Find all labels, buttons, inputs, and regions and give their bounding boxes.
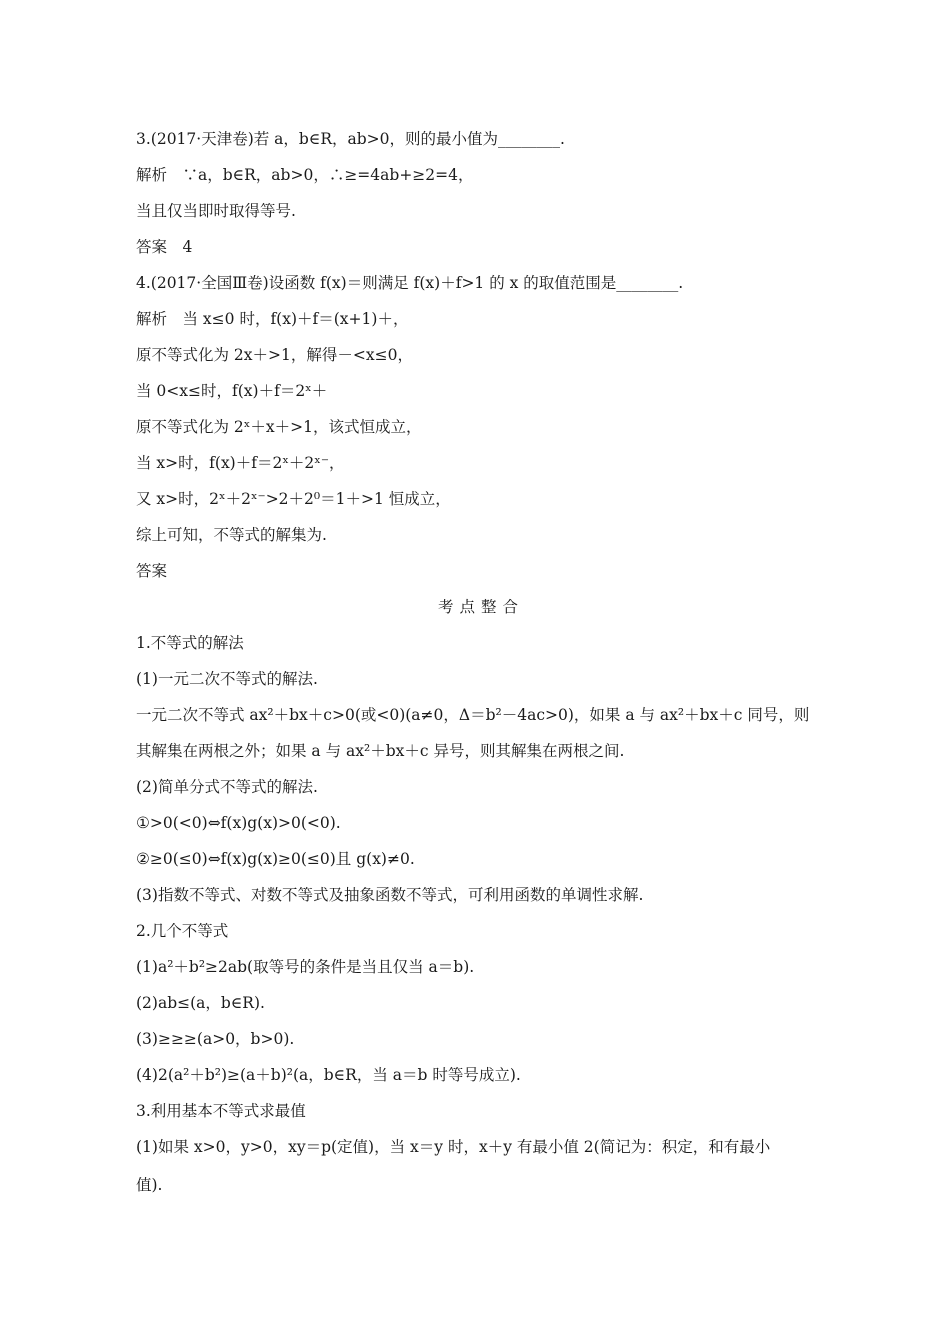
section-heading: 考点整合 xyxy=(437,598,524,616)
problem-3-equality-condition: 当且仅当即时取得等号. xyxy=(136,202,296,220)
problem-4-analysis-step-3: 又 x>时，2ˣ＋2ˣ⁻>2＋2⁰＝1＋>1 恒成立， xyxy=(136,490,451,508)
topic-2-item-1: (1)a²＋b²≥2ab(取等号的条件是当且仅当 a＝b). xyxy=(136,958,475,976)
topic-1-item-2-rule-1: ①>0(<0)⇔f(x)g(x)>0(<0). xyxy=(136,814,341,832)
problem-4-answer: 答案 xyxy=(136,562,168,580)
topic-2-item-4: (4)2(a²＋b²)≥(a＋b)²(a，b∈R，当 a＝b 时等号成立). xyxy=(136,1066,521,1084)
topic-1-item-1-text-a: 一元二次不等式 ax²＋bx＋c>0(或<0)(a≠0，Δ＝b²－4ac>0)，如果 a 与 ax²＋bx＋c 同号，则 xyxy=(136,706,810,724)
topic-2-item-3: (3)≥≥≥(a>0，b>0). xyxy=(136,1030,295,1048)
topic-1-heading: 1.不等式的解法 xyxy=(136,634,244,652)
topic-2-heading: 2.几个不等式 xyxy=(136,922,229,940)
topic-1-item-3: (3)指数不等式、对数不等式及抽象函数不等式，可利用函数的单调性求解. xyxy=(136,886,644,904)
problem-3-answer: 答案 4 xyxy=(136,238,193,256)
problem-4-analysis-case-1: 解析 当 x≤0 时，f(x)＋f＝(x+1)＋， xyxy=(136,310,409,328)
problem-3-statement: 3.(2017·天津卷)若 a，b∈R，ab>0，则的最小值为________. xyxy=(136,130,565,148)
topic-1-item-1-heading: (1)一元二次不等式的解法. xyxy=(136,670,318,688)
topic-3-item-1-text-b: 值). xyxy=(136,1176,163,1194)
problem-4-analysis-step-1: 原不等式化为 2x＋>1，解得－<x≤0， xyxy=(136,346,413,364)
problem-4-statement: 4.(2017·全国Ⅲ卷)设函数 f(x)＝则满足 f(x)＋f>1 的 x 的取值范围是________. xyxy=(136,274,684,292)
topic-1-item-2-heading: (2)简单分式不等式的解法. xyxy=(136,778,318,796)
problem-4-analysis-case-3: 当 x>时，f(x)＋f＝2ˣ＋2ˣ⁻， xyxy=(136,454,345,472)
topic-1-item-2-rule-2: ②≥0(≤0)⇔f(x)g(x)≥0(≤0)且 g(x)≠0. xyxy=(136,850,415,868)
topic-1-item-1-text-b: 其解集在两根之外；如果 a 与 ax²＋bx＋c 异号，则其解集在两根之间. xyxy=(136,742,625,760)
topic-2-item-2: (2)ab≤(a，b∈R). xyxy=(136,994,265,1012)
problem-4-conclusion: 综上可知，不等式的解集为. xyxy=(136,526,327,544)
problem-3-analysis: 解析 ∵a，b∈R，ab>0，∴≥=4ab+≥2=4， xyxy=(136,166,474,184)
problem-4-analysis-step-2: 原不等式化为 2ˣ＋x＋>1，该式恒成立， xyxy=(136,418,422,436)
problem-4-analysis-case-2: 当 0<x≤时，f(x)＋f＝2ˣ＋ xyxy=(136,382,328,400)
topic-3-heading: 3.利用基本不等式求最值 xyxy=(136,1102,306,1120)
topic-3-item-1-text-a: (1)如果 x>0，y>0，xy＝p(定值)，当 x＝y 时，x＋y 有最小值 2(简记为：积定，和有最小 xyxy=(136,1138,771,1156)
